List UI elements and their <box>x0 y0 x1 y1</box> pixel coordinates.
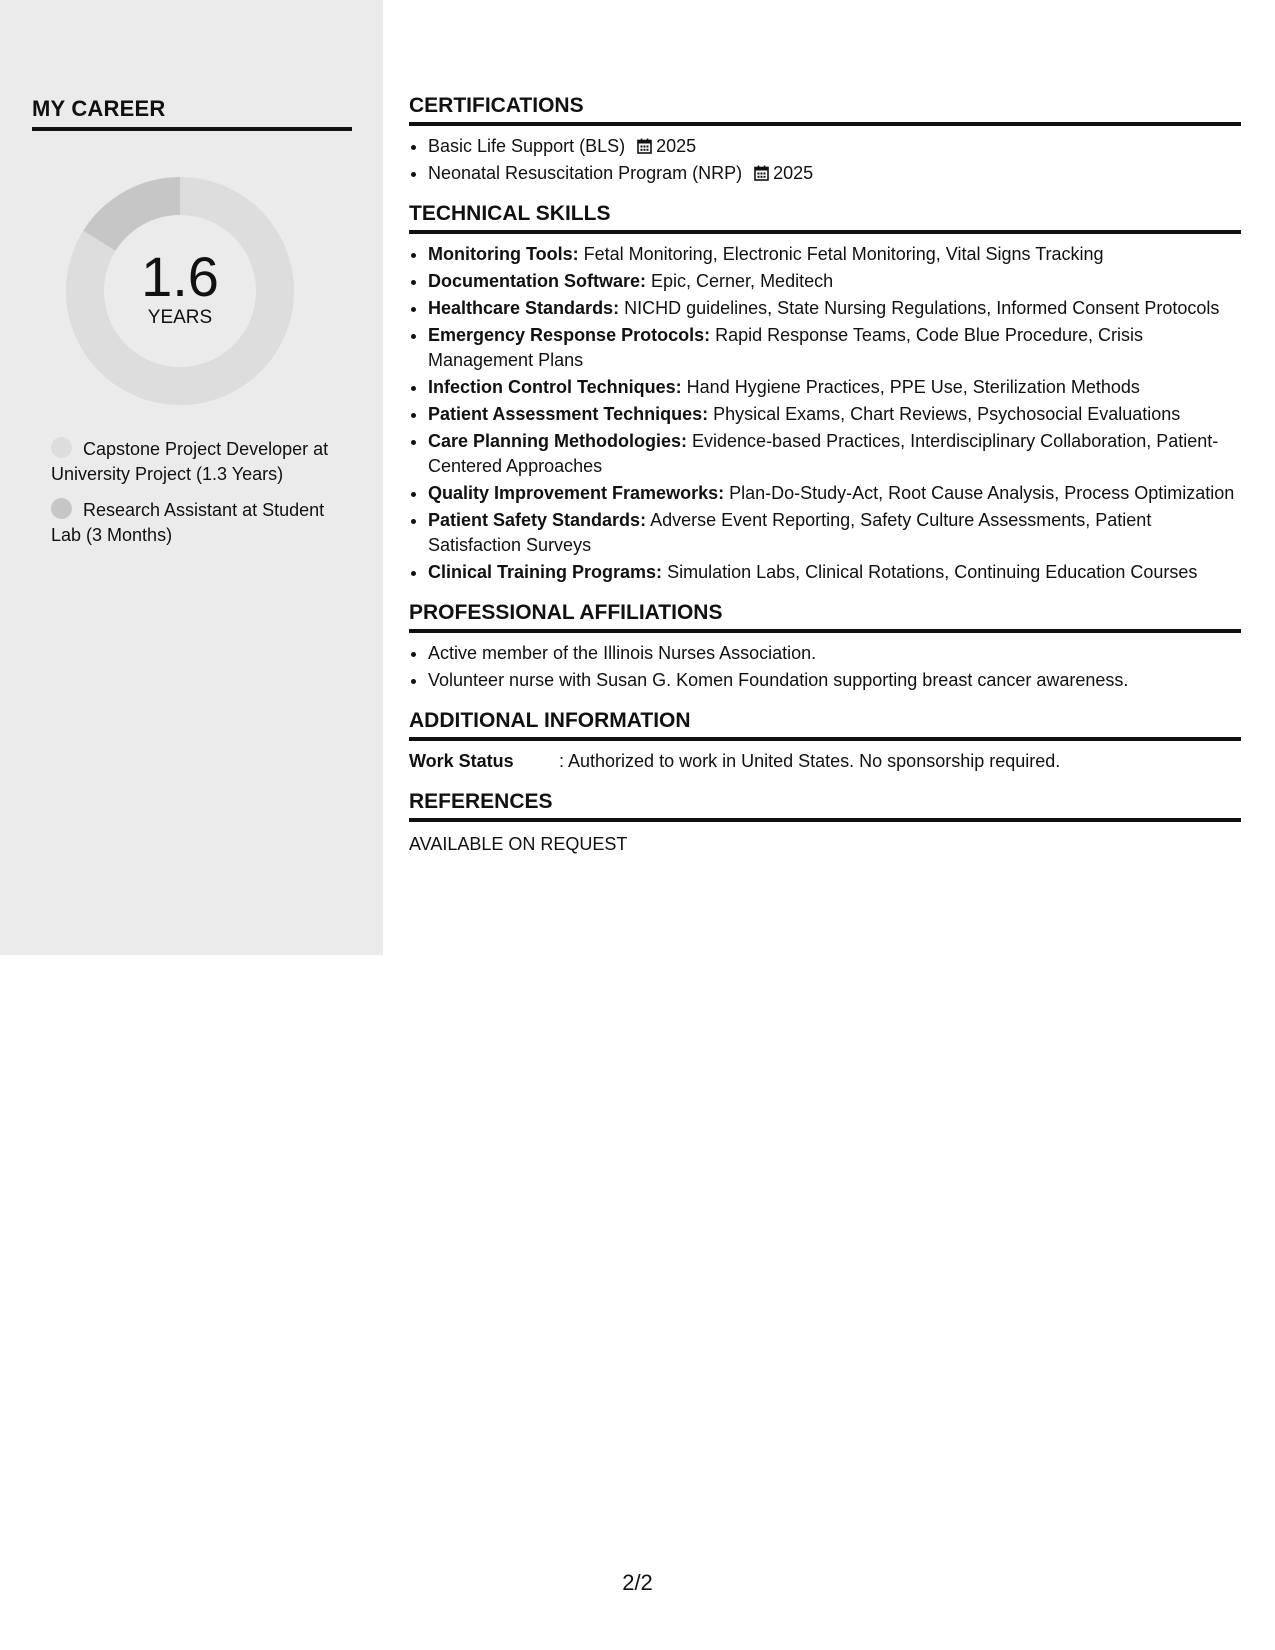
main-content <box>409 94 1241 873</box>
skill-item <box>428 560 1241 585</box>
skill-item <box>428 269 1241 294</box>
donut-center <box>66 245 294 329</box>
certifications-section <box>409 94 1241 186</box>
skill-item <box>428 323 1241 373</box>
career-years-value: 1.6 <box>141 245 219 308</box>
certifications-list <box>409 134 1241 186</box>
skill-text: Hand Hygiene Practices, PPE Use, Sterilization Methods <box>681 377 1140 397</box>
legend-dot-icon <box>51 437 72 458</box>
career-legend <box>51 437 331 559</box>
certifications-title: CERTIFICATIONS <box>409 94 1241 126</box>
skill-label: Quality Improvement Frameworks: <box>428 483 725 503</box>
references-title: REFERENCES <box>409 790 1241 822</box>
affiliations-title: PROFESSIONAL AFFILIATIONS <box>409 601 1241 633</box>
skill-text: Adverse Event Reporting, Safety Culture Assessments, Patient Satisfaction Surveys <box>428 510 1152 555</box>
skill-label: Monitoring Tools: <box>428 244 579 264</box>
certification-name: Neonatal Resuscitation Program (NRP) <box>428 163 743 183</box>
technical-skills-section <box>409 202 1241 585</box>
career-years-unit: YEARS <box>147 307 213 328</box>
technical-skills-title: TECHNICAL SKILLS <box>409 202 1241 234</box>
skill-text: Physical Exams, Chart Reviews, Psychosocial Evaluations <box>708 404 1181 424</box>
affiliation-item: • Volunteer nurse with Susan G. Komen Foundation supporting breast cancer awareness. <box>428 668 1241 693</box>
certification-item <box>428 161 1241 186</box>
calendar-icon <box>637 138 652 154</box>
additional-info-section <box>409 709 1241 774</box>
legend-dot-icon <box>51 498 72 519</box>
skill-item <box>428 375 1241 400</box>
legend-item <box>51 498 331 548</box>
skill-text: Plan-Do-Study-Act, Root Cause Analysis, Process Optimization <box>724 483 1235 503</box>
work-status-row <box>409 749 1241 774</box>
skill-text: Fetal Monitoring, Electronic Fetal Monitoring, Vital Signs Tracking <box>578 244 1104 264</box>
skill-text: Rapid Response Teams, Code Blue Procedure, Crisis Management Plans <box>428 325 1143 370</box>
skill-label: Clinical Training Programs: <box>428 562 663 582</box>
additional-info-title: ADDITIONAL INFORMATION <box>409 709 1241 741</box>
skill-text: Evidence-based Practices, Interdisciplinary Collaboration, Patient-Centered Approaches <box>428 431 1219 476</box>
page-number: 2/2 <box>622 1570 653 1595</box>
skill-text: NICHD guidelines, State Nursing Regulations, Informed Consent Protocols <box>619 298 1220 318</box>
career-donut-chart <box>66 177 294 405</box>
affiliations-list <box>409 641 1241 693</box>
legend-label: Capstone Project Developer at University Project (1.3 Years) <box>51 439 329 484</box>
skill-label: Patient Safety Standards: <box>428 510 647 530</box>
skill-text: Epic, Cerner, Meditech <box>646 271 834 291</box>
work-status-value: : Authorized to work in United States. No sponsorship required. <box>559 751 1061 771</box>
skill-label: Care Planning Methodologies: <box>428 431 688 451</box>
skill-label: Infection Control Techniques: <box>428 377 682 397</box>
skill-label: Emergency Response Protocols: <box>428 325 711 345</box>
certification-year: 2025 <box>656 136 697 156</box>
career-sidebar <box>0 0 383 955</box>
skill-text: Simulation Labs, Clinical Rotations, Continuing Education Courses <box>662 562 1198 582</box>
references-section <box>409 790 1241 857</box>
technical-skills-list <box>409 242 1241 585</box>
certification-year: 2025 <box>773 163 814 183</box>
skill-label: Patient Assessment Techniques: <box>428 404 709 424</box>
skill-label: Healthcare Standards: <box>428 298 620 318</box>
affiliation-item: • Active member of the Illinois Nurses Association. <box>428 641 1241 666</box>
skill-item <box>428 242 1241 267</box>
legend-label: Research Assistant at Student Lab (3 Months) <box>51 500 325 545</box>
certification-name: Basic Life Support (BLS) <box>428 136 626 156</box>
affiliations-section <box>409 601 1241 693</box>
skill-item <box>428 296 1241 321</box>
skill-item <box>428 508 1241 558</box>
skill-item <box>428 481 1241 506</box>
work-status-label: Work Status <box>409 751 514 771</box>
references-text: AVAILABLE ON REQUEST <box>409 834 628 854</box>
donut-segment-2 <box>83 177 180 251</box>
skill-label: Documentation Software: <box>428 271 647 291</box>
legend-item <box>51 437 331 487</box>
skill-item <box>428 429 1241 479</box>
calendar-icon <box>754 165 769 181</box>
certification-item <box>428 134 1241 159</box>
career-title: MY CAREER <box>32 96 352 131</box>
skill-item <box>428 402 1241 427</box>
